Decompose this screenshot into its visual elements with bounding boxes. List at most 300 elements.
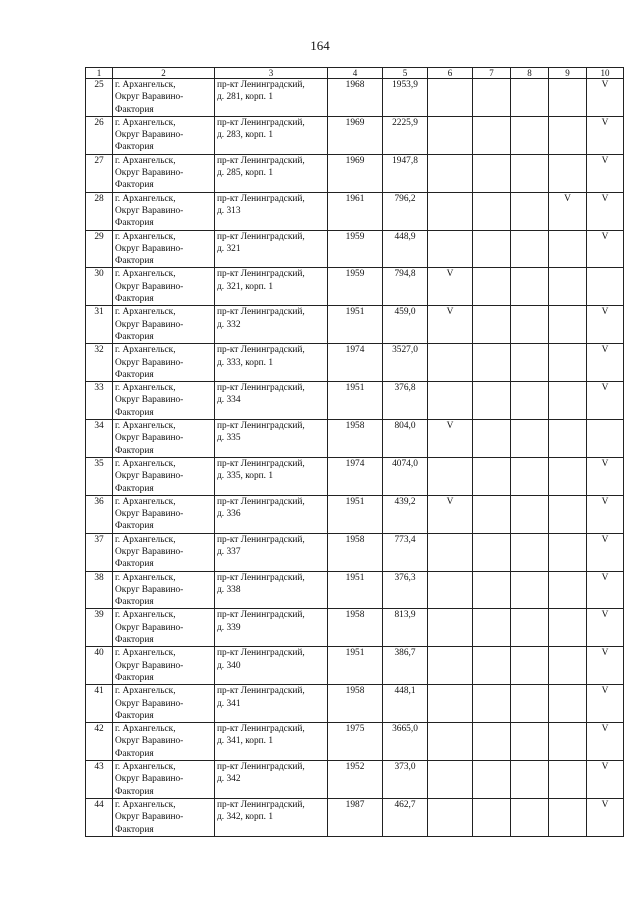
city-line: Округ Варавино- <box>115 509 184 520</box>
column-header-8: 8 <box>511 68 549 79</box>
mark-cell-8 <box>511 495 549 533</box>
mark-cell-10: V <box>587 495 624 533</box>
mark-cell-7 <box>473 609 511 647</box>
mark-cell-7 <box>473 457 511 495</box>
area-cell: 373,0 <box>383 761 428 799</box>
address-cell <box>215 306 328 344</box>
year-cell: 1959 <box>328 268 383 306</box>
area-cell: 448,9 <box>383 230 428 268</box>
mark-cell-7 <box>473 685 511 723</box>
mark-cell-8 <box>511 723 549 761</box>
address-line: д. 332 <box>217 319 241 330</box>
address-line: пр-кт Ленинградский, <box>217 193 305 204</box>
address-line: д. 340 <box>217 660 241 671</box>
mark-cell-9 <box>549 154 587 192</box>
address-line: пр-кт Ленинградский, <box>217 799 305 810</box>
city-line: Округ Варавино- <box>115 433 184 444</box>
mark-cell-9 <box>549 382 587 420</box>
mark-cell-10: V <box>587 79 624 117</box>
address-line: пр-кт Ленинградский, <box>217 345 305 356</box>
year-cell: 1958 <box>328 533 383 571</box>
row-number-cell: 41 <box>86 685 113 723</box>
address-line: д. 335 <box>217 433 241 444</box>
table-row <box>86 533 624 571</box>
mark-cell-6: V <box>428 306 473 344</box>
mark-cell-7 <box>473 154 511 192</box>
mark-cell-7 <box>473 230 511 268</box>
city-line: Фактория <box>115 597 154 608</box>
mark-cell-10 <box>587 420 624 458</box>
mark-cell-9 <box>549 268 587 306</box>
year-cell: 1951 <box>328 495 383 533</box>
area-cell: 386,7 <box>383 647 428 685</box>
city-line: Округ Варавино- <box>115 205 184 216</box>
address-line: пр-кт Ленинградский, <box>217 458 305 469</box>
city-line: г. Архангельск, <box>115 610 176 621</box>
row-number-cell: 30 <box>86 268 113 306</box>
mark-cell-6 <box>428 344 473 382</box>
area-cell: 3527,0 <box>383 344 428 382</box>
address-line: д. 313 <box>217 205 241 216</box>
column-header-5: 5 <box>383 68 428 79</box>
mark-cell-7 <box>473 79 511 117</box>
city-line: Фактория <box>115 748 154 759</box>
mark-cell-8 <box>511 685 549 723</box>
mark-cell-10: V <box>587 609 624 647</box>
area-cell: 376,8 <box>383 382 428 420</box>
address-line: пр-кт Ленинградский, <box>217 421 305 432</box>
mark-cell-10: V <box>587 230 624 268</box>
mark-cell-7 <box>473 647 511 685</box>
row-number-cell: 44 <box>86 798 113 836</box>
area-cell: 813,9 <box>383 609 428 647</box>
address-line: д. 341, корп. 1 <box>217 736 274 747</box>
city-line: Округ Варавино- <box>115 281 184 292</box>
column-header-7: 7 <box>473 68 511 79</box>
address-cell <box>215 382 328 420</box>
city-cell <box>113 761 215 799</box>
address-cell <box>215 723 328 761</box>
mark-cell-8 <box>511 116 549 154</box>
city-line: г. Архангельск, <box>115 762 176 773</box>
mark-cell-8 <box>511 533 549 571</box>
city-line: г. Архангельск, <box>115 534 176 545</box>
address-cell <box>215 420 328 458</box>
table-row <box>86 495 624 533</box>
address-cell <box>215 647 328 685</box>
city-line: г. Архангельск, <box>115 799 176 810</box>
address-cell <box>215 761 328 799</box>
mark-cell-10: V <box>587 154 624 192</box>
mark-cell-7 <box>473 344 511 382</box>
table-row <box>86 723 624 761</box>
city-line: Округ Варавино- <box>115 130 184 141</box>
city-line: Округ Варавино- <box>115 736 184 747</box>
city-line: г. Архангельск, <box>115 496 176 507</box>
year-cell: 1974 <box>328 344 383 382</box>
mark-cell-8 <box>511 268 549 306</box>
city-line: Округ Варавино- <box>115 168 184 179</box>
row-number-cell: 29 <box>86 230 113 268</box>
area-cell: 794,8 <box>383 268 428 306</box>
city-cell <box>113 647 215 685</box>
mark-cell-8 <box>511 192 549 230</box>
mark-cell-9 <box>549 457 587 495</box>
city-cell <box>113 230 215 268</box>
mark-cell-10: V <box>587 723 624 761</box>
address-line: пр-кт Ленинградский, <box>217 231 305 242</box>
area-cell: 448,1 <box>383 685 428 723</box>
row-number-cell: 40 <box>86 647 113 685</box>
row-number-cell: 42 <box>86 723 113 761</box>
mark-cell-7 <box>473 420 511 458</box>
address-cell <box>215 192 328 230</box>
city-cell <box>113 533 215 571</box>
area-cell: 804,0 <box>383 420 428 458</box>
mark-cell-7 <box>473 382 511 420</box>
row-number-cell: 43 <box>86 761 113 799</box>
column-header-9: 9 <box>549 68 587 79</box>
mark-cell-9: V <box>549 192 587 230</box>
mark-cell-6 <box>428 79 473 117</box>
city-line: Округ Варавино- <box>115 546 184 557</box>
year-cell: 1951 <box>328 571 383 609</box>
city-line: г. Архангельск, <box>115 724 176 735</box>
mark-cell-6 <box>428 798 473 836</box>
mark-cell-9 <box>549 609 587 647</box>
city-line: Округ Варавино- <box>115 774 184 785</box>
mark-cell-10: V <box>587 306 624 344</box>
city-cell <box>113 723 215 761</box>
mark-cell-9 <box>549 306 587 344</box>
row-number-cell: 33 <box>86 382 113 420</box>
year-cell: 1951 <box>328 382 383 420</box>
mark-cell-10: V <box>587 798 624 836</box>
mark-cell-8 <box>511 420 549 458</box>
year-cell: 1969 <box>328 116 383 154</box>
address-line: пр-кт Ленинградский, <box>217 648 305 659</box>
mark-cell-9 <box>549 116 587 154</box>
row-number-cell: 39 <box>86 609 113 647</box>
city-line: Округ Варавино- <box>115 357 184 368</box>
address-line: д. 321 <box>217 243 241 254</box>
city-line: Фактория <box>115 294 154 305</box>
mark-cell-8 <box>511 761 549 799</box>
address-line: д. 342 <box>217 774 241 785</box>
city-line: Фактория <box>115 559 154 570</box>
table-row <box>86 116 624 154</box>
city-line: Округ Варавино- <box>115 319 184 330</box>
mark-cell-9 <box>549 571 587 609</box>
city-line: Фактория <box>115 218 154 229</box>
city-cell <box>113 154 215 192</box>
city-line: Фактория <box>115 256 154 267</box>
mark-cell-9 <box>549 798 587 836</box>
city-line: Фактория <box>115 180 154 191</box>
mark-cell-10 <box>587 268 624 306</box>
city-line: Фактория <box>115 672 154 683</box>
table-row <box>86 457 624 495</box>
mark-cell-10: V <box>587 571 624 609</box>
city-line: г. Архангельск, <box>115 345 176 356</box>
address-line: д. 283, корп. 1 <box>217 130 274 141</box>
row-number-cell: 32 <box>86 344 113 382</box>
address-line: пр-кт Ленинградский, <box>217 80 305 90</box>
address-line: д. 333, корп. 1 <box>217 357 274 368</box>
address-cell <box>215 609 328 647</box>
mark-cell-6 <box>428 533 473 571</box>
table-row <box>86 344 624 382</box>
mark-cell-8 <box>511 344 549 382</box>
year-cell: 1958 <box>328 685 383 723</box>
mark-cell-6 <box>428 609 473 647</box>
row-number-cell: 31 <box>86 306 113 344</box>
address-cell <box>215 268 328 306</box>
row-number-cell: 35 <box>86 457 113 495</box>
address-line: д. 341 <box>217 698 241 709</box>
city-cell <box>113 382 215 420</box>
mark-cell-10: V <box>587 192 624 230</box>
address-cell <box>215 457 328 495</box>
mark-cell-6 <box>428 723 473 761</box>
city-cell <box>113 609 215 647</box>
city-line: г. Архангельск, <box>115 648 176 659</box>
address-cell <box>215 571 328 609</box>
table-row <box>86 154 624 192</box>
year-cell: 1958 <box>328 609 383 647</box>
mark-cell-10: V <box>587 761 624 799</box>
year-cell: 1975 <box>328 723 383 761</box>
mark-cell-8 <box>511 306 549 344</box>
table-row <box>86 230 624 268</box>
mark-cell-9 <box>549 495 587 533</box>
city-line: г. Архангельск, <box>115 686 176 697</box>
address-line: д. 342, корп. 1 <box>217 812 274 823</box>
area-cell: 459,0 <box>383 306 428 344</box>
city-line: г. Архангельск, <box>115 193 176 204</box>
mark-cell-8 <box>511 609 549 647</box>
mark-cell-6 <box>428 382 473 420</box>
column-header-6: 6 <box>428 68 473 79</box>
city-cell <box>113 571 215 609</box>
mark-cell-9 <box>549 230 587 268</box>
row-number-cell: 28 <box>86 192 113 230</box>
mark-cell-7 <box>473 116 511 154</box>
mark-cell-7 <box>473 533 511 571</box>
column-number-row <box>86 68 624 79</box>
table-row <box>86 306 624 344</box>
mark-cell-8 <box>511 382 549 420</box>
city-line: г. Архангельск, <box>115 421 176 432</box>
city-line: Фактория <box>115 786 154 797</box>
address-cell <box>215 344 328 382</box>
city-cell <box>113 495 215 533</box>
mark-cell-8 <box>511 798 549 836</box>
address-line: пр-кт Ленинградский, <box>217 155 305 166</box>
mark-cell-10: V <box>587 344 624 382</box>
area-cell: 2225,9 <box>383 116 428 154</box>
city-line: г. Архангельск, <box>115 231 176 242</box>
mark-cell-8 <box>511 154 549 192</box>
mark-cell-9 <box>549 685 587 723</box>
table-row <box>86 79 624 117</box>
address-line: пр-кт Ленинградский, <box>217 496 305 507</box>
year-cell: 1974 <box>328 457 383 495</box>
table-row <box>86 761 624 799</box>
area-cell: 773,4 <box>383 533 428 571</box>
mark-cell-8 <box>511 571 549 609</box>
table-row <box>86 798 624 836</box>
area-cell: 3665,0 <box>383 723 428 761</box>
city-line: Округ Варавино- <box>115 92 184 103</box>
address-line: пр-кт Ленинградский, <box>217 534 305 545</box>
address-cell <box>215 495 328 533</box>
address-line: пр-кт Ленинградский, <box>217 269 305 280</box>
mark-cell-9 <box>549 344 587 382</box>
city-line: Округ Варавино- <box>115 395 184 406</box>
year-cell: 1968 <box>328 79 383 117</box>
year-cell: 1958 <box>328 420 383 458</box>
address-line: пр-кт Ленинградский, <box>217 117 305 128</box>
address-line: пр-кт Ленинградский, <box>217 724 305 735</box>
table-row <box>86 192 624 230</box>
address-line: д. 337 <box>217 546 241 557</box>
city-line: г. Архангельск, <box>115 80 176 90</box>
city-line: Фактория <box>115 445 154 456</box>
area-cell: 439,2 <box>383 495 428 533</box>
table-body <box>86 79 624 837</box>
address-line: д. 321, корп. 1 <box>217 281 274 292</box>
city-line: Фактория <box>115 521 154 532</box>
city-line: Фактория <box>115 824 154 835</box>
mark-cell-6 <box>428 571 473 609</box>
mark-cell-10: V <box>587 647 624 685</box>
row-number-cell: 37 <box>86 533 113 571</box>
table-row <box>86 609 624 647</box>
row-number-cell: 25 <box>86 79 113 117</box>
city-line: Фактория <box>115 142 154 153</box>
address-line: д. 338 <box>217 584 241 595</box>
city-line: Фактория <box>115 331 154 342</box>
row-number-cell: 38 <box>86 571 113 609</box>
row-number-cell: 36 <box>86 495 113 533</box>
area-cell: 4074,0 <box>383 457 428 495</box>
column-header-10: 10 <box>587 68 624 79</box>
year-cell: 1952 <box>328 761 383 799</box>
city-cell <box>113 685 215 723</box>
area-cell: 462,7 <box>383 798 428 836</box>
mark-cell-6 <box>428 647 473 685</box>
address-line: д. 334 <box>217 395 241 406</box>
city-line: Фактория <box>115 710 154 721</box>
year-cell: 1951 <box>328 306 383 344</box>
mark-cell-7 <box>473 798 511 836</box>
table-row <box>86 647 624 685</box>
year-cell: 1961 <box>328 192 383 230</box>
mark-cell-10: V <box>587 116 624 154</box>
mark-cell-7 <box>473 192 511 230</box>
mark-cell-6 <box>428 192 473 230</box>
table-row <box>86 571 624 609</box>
row-number-cell: 34 <box>86 420 113 458</box>
city-cell <box>113 268 215 306</box>
address-cell <box>215 533 328 571</box>
mark-cell-7 <box>473 268 511 306</box>
mark-cell-6: V <box>428 495 473 533</box>
address-cell <box>215 685 328 723</box>
mark-cell-10: V <box>587 382 624 420</box>
address-line: д. 281, корп. 1 <box>217 92 274 103</box>
table-row <box>86 685 624 723</box>
city-line: Округ Варавино- <box>115 660 184 671</box>
address-line: д. 285, корп. 1 <box>217 168 274 179</box>
city-line: Фактория <box>115 104 154 115</box>
area-cell: 1947,8 <box>383 154 428 192</box>
address-line: пр-кт Ленинградский, <box>217 383 305 394</box>
table-row <box>86 382 624 420</box>
city-line: Округ Варавино- <box>115 622 184 633</box>
mark-cell-9 <box>549 647 587 685</box>
city-line: г. Архангельск, <box>115 269 176 280</box>
address-cell <box>215 79 328 117</box>
housing-registry-table <box>85 67 624 837</box>
mark-cell-8 <box>511 457 549 495</box>
mark-cell-7 <box>473 571 511 609</box>
address-line: пр-кт Ленинградский, <box>217 762 305 773</box>
address-line: пр-кт Ленинградский, <box>217 686 305 697</box>
city-line: г. Архангельск, <box>115 117 176 128</box>
address-cell <box>215 798 328 836</box>
column-header-3: 3 <box>215 68 328 79</box>
mark-cell-9 <box>549 723 587 761</box>
city-cell <box>113 798 215 836</box>
address-cell <box>215 116 328 154</box>
mark-cell-8 <box>511 230 549 268</box>
address-line: д. 336 <box>217 509 241 520</box>
column-header-2: 2 <box>113 68 215 79</box>
area-cell: 796,2 <box>383 192 428 230</box>
city-line: г. Архангельск, <box>115 458 176 469</box>
mark-cell-7 <box>473 761 511 799</box>
mark-cell-6: V <box>428 420 473 458</box>
mark-cell-6 <box>428 116 473 154</box>
city-line: г. Архангельск, <box>115 307 176 318</box>
city-cell <box>113 420 215 458</box>
mark-cell-10: V <box>587 533 624 571</box>
mark-cell-9 <box>549 420 587 458</box>
mark-cell-10: V <box>587 685 624 723</box>
city-line: Фактория <box>115 369 154 380</box>
city-line: Фактория <box>115 635 154 646</box>
mark-cell-6 <box>428 230 473 268</box>
city-line: Фактория <box>115 407 154 418</box>
address-line: пр-кт Ленинградский, <box>217 610 305 621</box>
city-cell <box>113 457 215 495</box>
year-cell: 1951 <box>328 647 383 685</box>
year-cell: 1959 <box>328 230 383 268</box>
city-line: г. Архангельск, <box>115 155 176 166</box>
area-cell: 1953,9 <box>383 79 428 117</box>
address-cell <box>215 230 328 268</box>
city-line: г. Архангельск, <box>115 572 176 583</box>
column-header-4: 4 <box>328 68 383 79</box>
mark-cell-6 <box>428 761 473 799</box>
mark-cell-6: V <box>428 268 473 306</box>
year-cell: 1969 <box>328 154 383 192</box>
mark-cell-10: V <box>587 457 624 495</box>
mark-cell-9 <box>549 79 587 117</box>
city-line: Округ Варавино- <box>115 584 184 595</box>
